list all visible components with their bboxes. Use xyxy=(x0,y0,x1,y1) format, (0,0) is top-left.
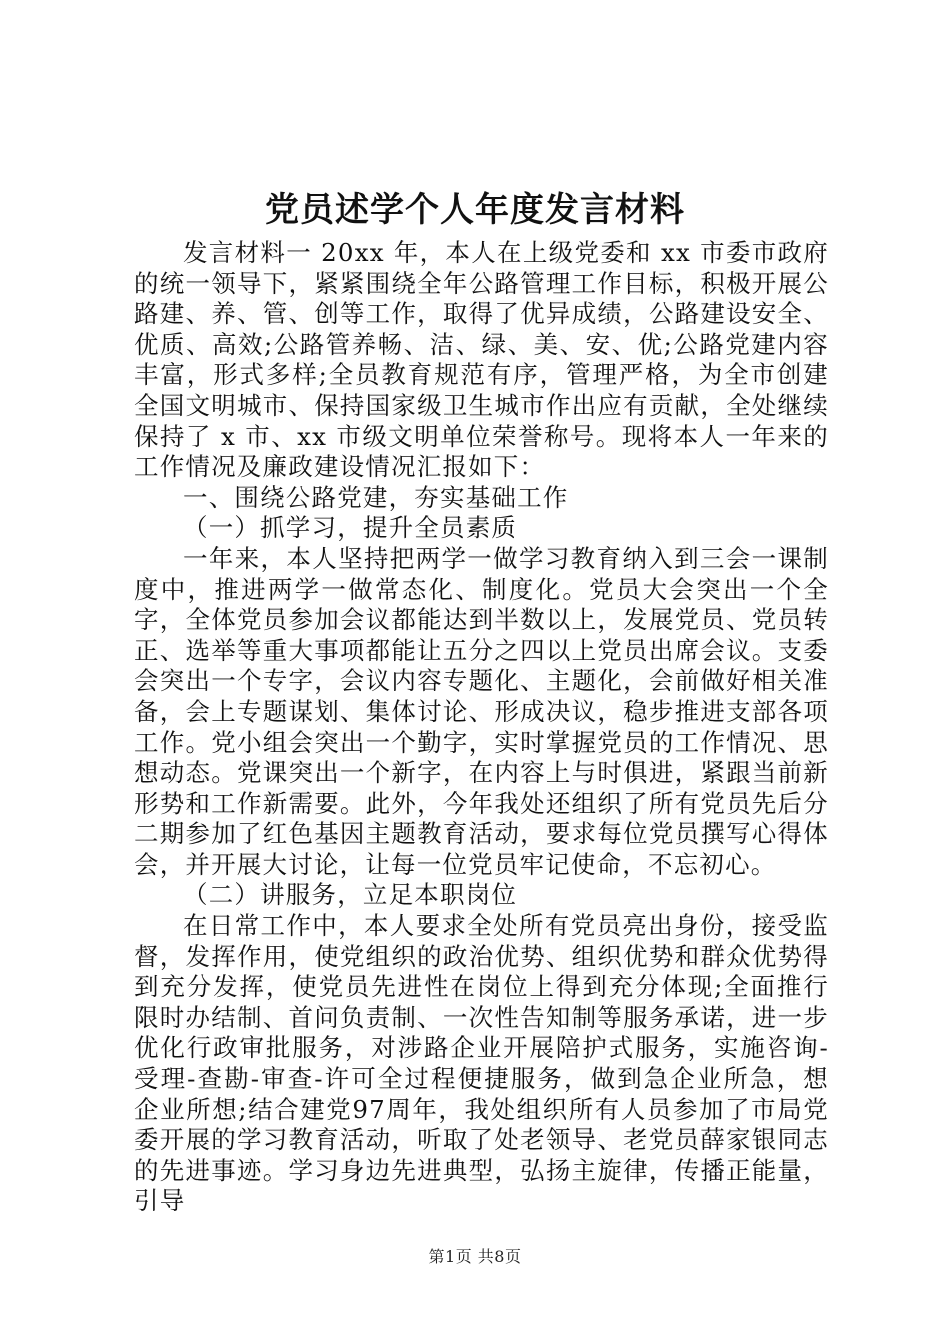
document-title: 党员述学个人年度发言材料 xyxy=(265,190,685,230)
subsection-heading-2: （二）讲服务，立足本职岗位 xyxy=(183,880,518,910)
section-heading-1: 一、围绕公路党建，夯实基础工作 xyxy=(183,482,569,512)
paragraph-study: 一年来，本人坚持把两学一做学习教育纳入到三会一课制度中，推进两学一做常态化、制度化。党员大会突出一个全字，全体党员参加会议都能达到半数以上，发展党员、党员转正、选举等重大事项都能让五分之四以上党员出席会议。支委会突出一个专字，会议内容专题化、主题化，会前做好相关准备，会上专题谋划、集体讨论、形成决议，稳步推进支部各项工作。党小组会突出一个勤字，实时掌握党员的工作情况、思想动态。党课突出一个新字，在内容上与时俱进，紧跟当前新形势和工作新需要。此外，今年我处还组织了所有党员先后分二期参加了红色基因主题教育活动，要求每位党员撰写心得体会，并开展大讨论，让每一位党员牢记使命，不忘初心。 xyxy=(134,543,829,879)
subsection-heading-1: （一）抓学习，提升全员素质 xyxy=(183,513,518,543)
document-body xyxy=(134,238,829,1217)
page-number-footer: 第1页 共8页 xyxy=(428,1247,522,1266)
paragraph-intro: 发言材料一 20xx 年，本人在上级党委和 xx 市委市政府的统一领导下，紧紧围绕全年公路管理工作目标，积极开展公路建、养、管、创等工作，取得了优异成绩，公路建设安全、优质、高效;公路管养畅、洁、绿、美、安、优;公路党建内容丰富，形式多样;全员教育规范有序，管理严格，为全市创建全国文明城市、保持国家级卫生城市作出应有贡献，全处继续保持了 x 市、xx 市级文明单位荣誉称号。现将本人一年来的工作情况及廉政建设情况汇报如下： xyxy=(134,238,829,482)
paragraph-service: 在日常工作中，本人要求全处所有党员亮出身份，接受监督，发挥作用，使党组织的政治优势、组织优势和群众优势得到充分发挥，使党员先进性在岗位上得到充分体现;全面推行限时办结制、首问负责制、一次性告知制等服务承诺，进一步优化行政审批服务，对涉路企业开展陪护式服务，实施咨询-受理-查勘-审查-许可全过程便捷服务，做到急企业所急，想企业所想;结合建党97周年，我处组织所有人员参加了市局党委开展的学习教育活动，听取了处老领导、老党员薛家银同志的先进事迹。学习身边先进典型，弘扬主旋律，传播正能量，引导 xyxy=(134,911,829,1216)
